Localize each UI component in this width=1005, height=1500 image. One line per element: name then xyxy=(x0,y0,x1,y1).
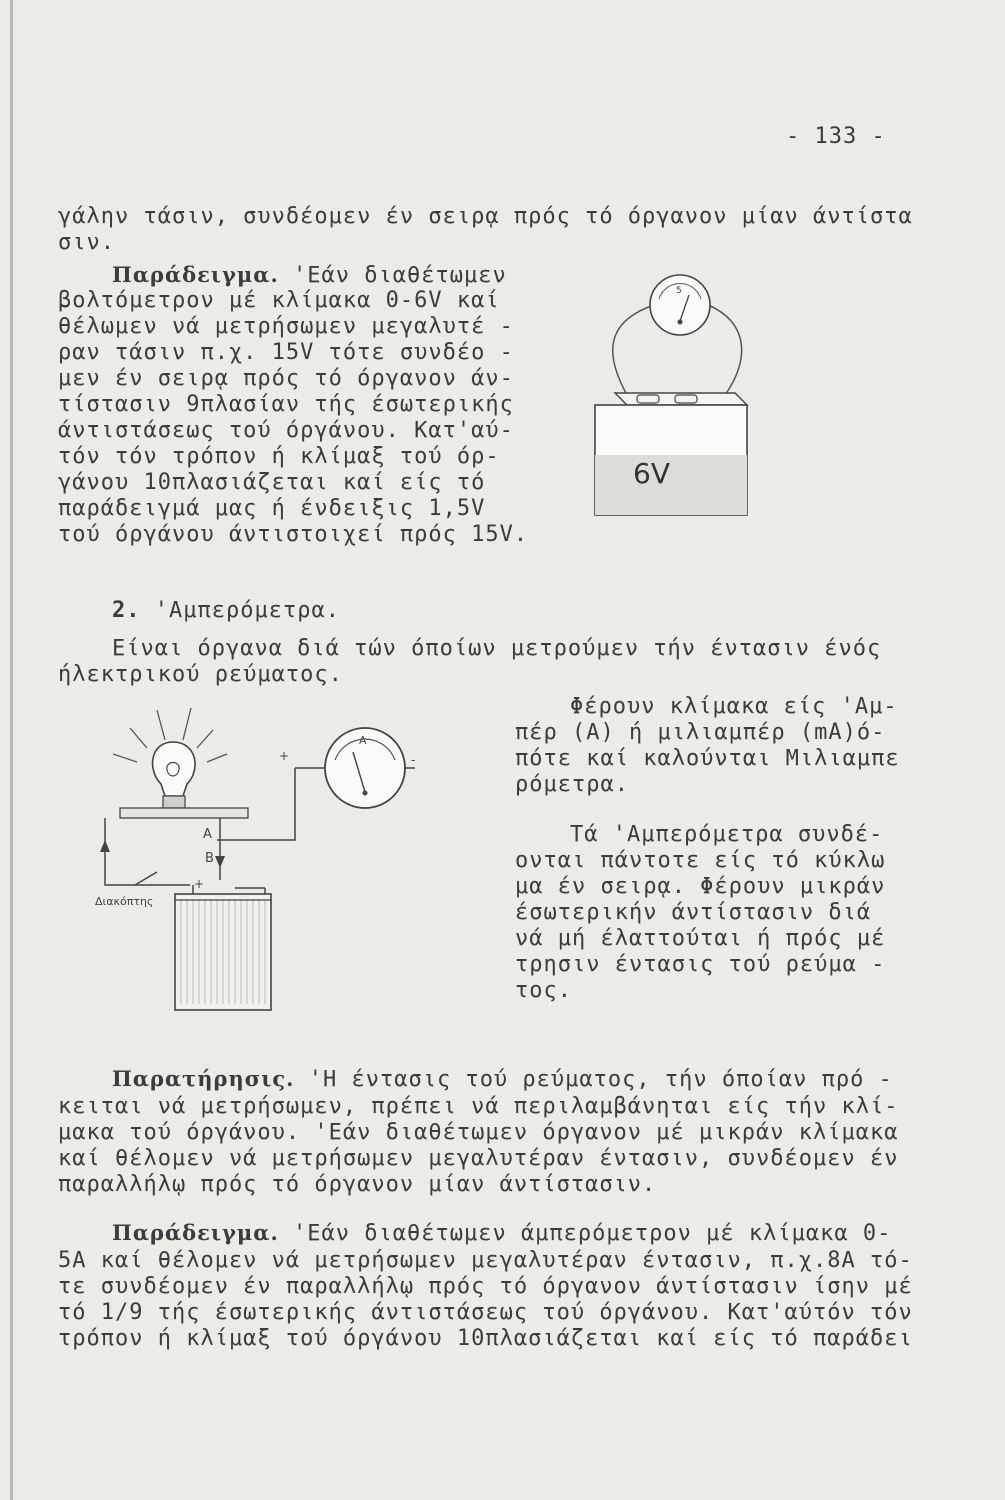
text-line: παράδειγμά μας ή ένδειξις 1,5V xyxy=(58,496,486,521)
text-line: παραλλήλῳ πρός τό όργανον μίαν άντίστασιν. xyxy=(58,1172,657,1197)
point-b-label: B xyxy=(205,851,214,866)
voltmeter-battery-figure xyxy=(585,265,765,525)
section-title: 'Αμπερόμετρα. xyxy=(154,598,340,623)
remark-first-line: 'Η έντασις τού ρεύματος, τήν όποίαν πρό - xyxy=(308,1067,893,1092)
text-line: τού όργάνου άντιστοιχεί πρός 15V. xyxy=(58,522,529,547)
text-line: νά μή έλαττούται ή πρός μέ xyxy=(515,926,886,951)
switch-label: Διακόπτης xyxy=(95,895,154,908)
text-line: γάλην τάσιν, συνδέομεν έν σειρᾳ πρός τό όργανον μίαν άντίστα xyxy=(58,204,913,229)
text-line: Φέρουν κλίμακα είς 'Αμ- xyxy=(570,694,898,719)
plus-sign: + xyxy=(194,877,205,891)
text-line: ρόμετρα. xyxy=(515,772,629,797)
text-line: άντιστάσεως τού όργάνου. Κατ'αύ- xyxy=(58,418,514,443)
lamp-base xyxy=(120,808,248,818)
battery-voltage-label: 6V xyxy=(633,457,670,490)
arrow-up-icon xyxy=(100,840,110,852)
switch-icon xyxy=(135,872,157,885)
text-line: μεν έν σειρᾳ πρός τό όργανον άν- xyxy=(58,366,514,391)
text-line: ραν τάσιν π.χ. 15V τότε συνδέο - xyxy=(58,340,514,365)
minus-sign: - xyxy=(411,753,416,767)
remark-heading: Παρατήρησις. xyxy=(112,1066,295,1091)
section-number: 2. xyxy=(112,598,141,623)
text-line: ήλεκτρικού ρεύματος. xyxy=(58,662,343,687)
text-line: Τά 'Αμπερόμετρα συνδέ- xyxy=(570,822,884,847)
text-line: σιν. xyxy=(58,230,115,255)
wire xyxy=(703,303,742,395)
text-line: τε συνδέομεν έν παραλλήλῳ πρός τό όργανον άντίστασιν ίσην μέ xyxy=(58,1274,913,1299)
text-line: θέλωμεν νά μετρήσωμεν μεγαλυτέ - xyxy=(58,314,514,339)
wire xyxy=(217,768,295,840)
scan-edge-line xyxy=(10,0,13,1500)
text-line: τρησιν έντασις τού ρεύμα - xyxy=(515,952,886,977)
text-line: πέρ (Α) ή μιλιαμπέρ (mA)ό- xyxy=(515,720,886,745)
text-line: τό 1/9 τής έσωτερικής άντιστάσεως τού όργάνου. Κατ'αύτόν τόν xyxy=(58,1300,913,1325)
section2-heading xyxy=(112,598,340,624)
text-line: μα έν σειρᾳ. Φέρουν μικράν xyxy=(515,874,886,899)
battery-icon xyxy=(595,393,747,515)
lamp-icon xyxy=(153,742,196,808)
voltmeter-icon xyxy=(650,275,710,335)
text-line: Είναι όργανα διά τών όποίων μετρούμεν τήν έντασιν ένός xyxy=(112,636,882,661)
plus-sign: + xyxy=(279,749,290,763)
text-line: τος. xyxy=(515,978,572,1003)
example2-line xyxy=(112,1220,891,1247)
ammeter-circuit-figure xyxy=(95,700,435,1030)
example1-first-line: 'Εάν διαθέτωμεν xyxy=(293,263,507,288)
text-line: ονται πάντοτε είς τό κύκλω xyxy=(515,848,886,873)
meter-scale-label: 5 xyxy=(676,286,682,296)
example1-heading: Παράδειγμα. xyxy=(112,262,279,287)
page-number: - 133 - xyxy=(786,124,886,149)
text-line: κειται νά μετρήσωμεν, πρέπει νά περιλαμβάνηται είς τήν κλί- xyxy=(58,1094,899,1119)
battery-icon xyxy=(175,894,271,1010)
arrow-down-icon xyxy=(215,856,225,868)
text-line: τίστασιν 9πλασίαν τής έσωτερικής xyxy=(58,392,514,417)
text-line: καί θέλομεν νά μετρήσωμεν μεγαλυτέραν έντασιν, συνδέομεν έν xyxy=(58,1146,899,1171)
example2-heading: Παράδειγμα. xyxy=(112,1220,279,1245)
example2-first-line: 'Εάν διαθέτωμεν άμπερόμετρον μέ κλίμακα 0- xyxy=(293,1221,892,1246)
text-line: γάνου 10πλασιάζεται καί είς τό xyxy=(58,470,486,495)
text-line: έσωτερικήν άντίστασιν διά xyxy=(515,900,872,925)
text-line: μακα τού όργάνου. 'Εάν διαθέτωμεν όργανον μέ μικράν κλίμακα xyxy=(58,1120,899,1145)
ammeter-icon xyxy=(325,728,405,808)
remark-line xyxy=(112,1066,893,1093)
example1-line xyxy=(112,262,507,289)
point-a-label: A xyxy=(203,827,212,842)
text-line: βολτόμετρον μέ κλίμακα 0-6V καί xyxy=(58,288,500,313)
text-line: 5Α καί θέλομεν νά μετρήσωμεν μεγαλυτέραν έντασιν, π.χ.8Α τό- xyxy=(58,1248,913,1273)
text-line: τόν τόν τρόπον ή κλίμαξ τού όρ- xyxy=(58,444,500,469)
wire xyxy=(105,818,190,885)
text-line: πότε καί καλούνται Μιλιαμπε xyxy=(515,746,900,771)
ammeter-label: A xyxy=(359,734,367,747)
text-line: τρόπον ή κλίμαξ τού όργάνου 10πλασιάζεται καί είς τό παράδει xyxy=(58,1326,913,1351)
